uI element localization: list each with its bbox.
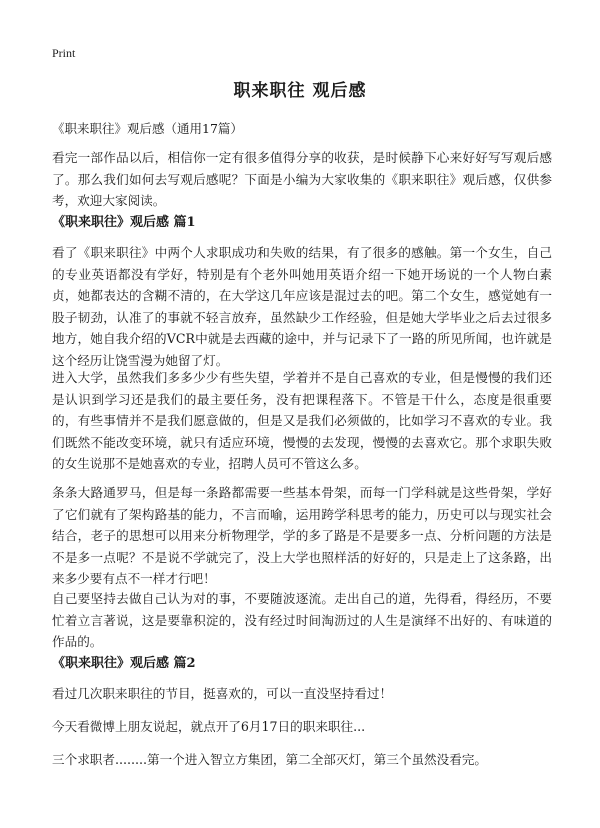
section-2-line: 看过几次职来职往的节目，挺喜欢的，可以一直没坚持看过！ [52,686,393,701]
section-2-line: 三个求职者........第一个进入智立方集团，第二全部灭灯，第三个虽然没看完。 [52,752,488,767]
intro-paragraph: 看完一部作品以后，相信你一定有很多值得分享的收获，是时候静下心来好好写写观后感了。那么我们如何去写观后感呢？下面是小编为大家收集的《职来职往》观后感，仅供参考，欢迎大家阅读。 [52,150,552,209]
section-2-line: 今天看微博上朋友说起，就点开了6月17日的职来职往... [52,719,366,734]
section-1-paragraph: 进入大学，虽然我们多多少少有些失望，学着并不是自己喜欢的专业，但是慢慢的我们还是认识到学习还是我们的最主要任务，没有把课程落下。不管是干什么，态度是很重要的，有些事情并不是我们愿意做的，但是又是我们必须做的，比如学习不喜欢的专业。我们既然不能改变环境，就只有适应环境，慢慢的去发现，慢慢的去喜欢它。那个求职失败的女生说那不是她喜欢的专业，招聘人员可不管这么多。 [52,370,552,472]
section-1-heading: 《职来职往》观后感 篇1 [52,215,196,230]
section-2-heading: 《职来职往》观后感 篇2 [52,656,196,671]
document-subtitle: 《职来职往》观后感（通用17篇） [52,121,243,136]
section-1-paragraph: 自己要坚持去做自己认为对的事，不要随波逐流。走出自己的道，先得看，得经历，不要忙着立言著说，这是要靠积淀的，没有经过时间淘沥过的人生是演绎不出好的、有味道的作品的。 [52,591,552,650]
section-1-paragraph: 条条大路通罗马，但是每一条路都需要一些基本骨架，而每一门学科就是这些骨架，学好了它们就有了架构路基的能力，不言而喻，运用跨学科思考的能力，历史可以与现实社会结合，老子的思想可以用来分析物理学，学的多了路是不是要多一点、分析问题的方法是不是多一点呢？不是说不学就完了，没上大学也照样活的好好的，只是走上了这条路，出来多少要有点不一样才行吧！ [52,485,552,587]
section-1-paragraph: 看了《职来职往》中两个人求职成功和失败的结果，有了很多的感触。第一个女生，自己的专业英语都没有学好，特别是有个老外叫她用英语介绍一下她开场说的一个人物白素贞，她都表达的含糊不清的，在大学这几年应该是混过去的吧。第二个女生，感觉她有一股子韧劲，认准了的事就不轻言放弃，虽然缺少工作经验，但是她大学毕业之后去过很多地方，她自我介绍的VCR中就是去西藏的途中，并与记录下了一路的所见所闻，也许就是这个经历让饶雪漫为她留了灯。 [52,245,552,368]
page-title: 职来职往 观后感 [233,81,367,101]
print-link[interactable]: Print [52,46,76,60]
